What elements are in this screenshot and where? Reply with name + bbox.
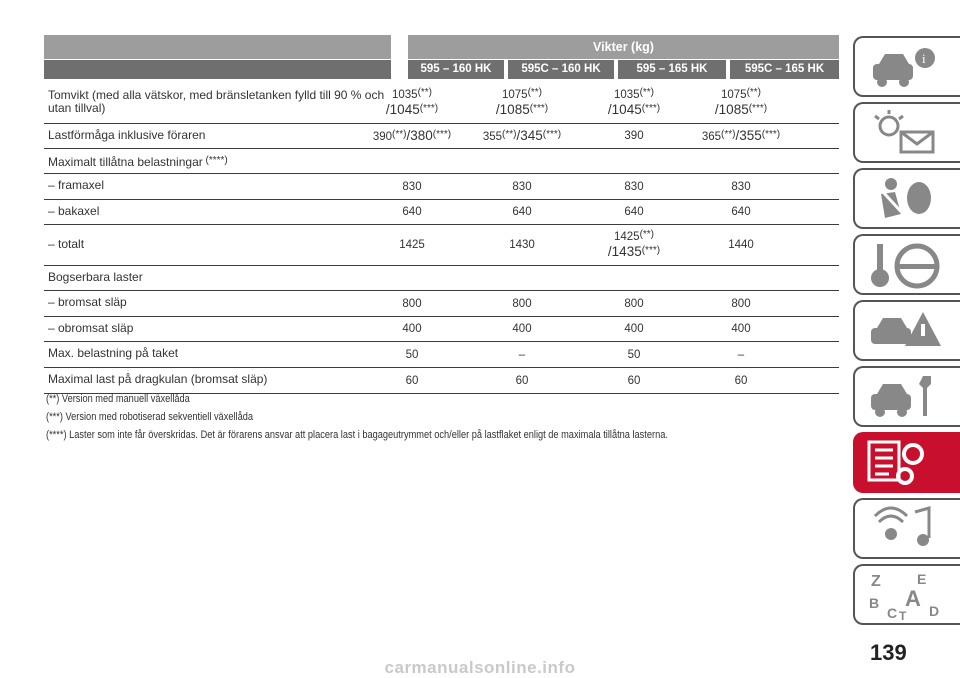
table-cell xyxy=(356,86,468,118)
table-cell xyxy=(578,86,690,118)
footnote-marker: (***) xyxy=(761,129,781,140)
cell-value: 640 xyxy=(624,206,644,218)
table-cell xyxy=(685,348,797,362)
row-label xyxy=(48,271,388,284)
cell-value: – xyxy=(737,348,745,361)
table-row xyxy=(44,266,839,291)
table-cell xyxy=(356,128,468,144)
row-label-text: – bakaxel xyxy=(48,203,100,218)
row-label xyxy=(48,373,388,386)
row-label-text: – obromsat släp xyxy=(48,320,134,335)
table-cell xyxy=(466,86,578,118)
table-cell xyxy=(685,128,797,144)
weights-table xyxy=(44,83,839,394)
svg-text:Z: Z xyxy=(871,573,881,590)
row-label xyxy=(48,154,388,169)
row-label xyxy=(48,205,388,218)
row-label-text: – totalt xyxy=(48,236,85,251)
table-cell xyxy=(466,297,578,311)
cell-value: 800 xyxy=(731,297,751,310)
cell-value: /380 xyxy=(406,128,433,143)
table-cell xyxy=(578,322,690,336)
table-row xyxy=(44,174,839,200)
row-label-text: Bogserbara laster xyxy=(48,269,143,284)
weights-header: Vikter (kg) xyxy=(408,35,839,59)
svg-text:T: T xyxy=(899,609,907,622)
table-cell xyxy=(466,128,578,144)
cell-value: 60 xyxy=(734,374,748,387)
cell-value: /1045 xyxy=(607,102,642,117)
svg-text:i: i xyxy=(922,51,926,66)
row-label xyxy=(48,322,388,335)
table-cell xyxy=(685,297,797,311)
cell-value: /1045 xyxy=(385,102,420,117)
cell-value: 800 xyxy=(512,297,532,310)
footnote-marker: (***) xyxy=(419,103,439,114)
table-cell xyxy=(685,238,797,252)
table-cell xyxy=(356,322,468,336)
cell-value: 800 xyxy=(624,297,644,310)
cell-value: /1085 xyxy=(495,102,530,117)
row-label xyxy=(48,296,388,309)
footnote-marker: (***) xyxy=(641,245,661,256)
chapter-tab[interactable] xyxy=(853,366,960,427)
cell-value: 1075 xyxy=(501,89,528,101)
table-cell xyxy=(466,205,578,219)
cell-value: 830 xyxy=(512,180,532,193)
table-cell xyxy=(356,180,468,194)
table-cell xyxy=(685,86,797,118)
table-cell xyxy=(685,322,797,336)
cell-value: 60 xyxy=(405,374,419,387)
table-cell xyxy=(356,348,468,362)
cell-value: /1435 xyxy=(607,244,642,259)
column-header: 595C – 160 HK xyxy=(508,60,614,79)
footnote-marker: (***) xyxy=(641,103,661,114)
table-row xyxy=(44,83,839,124)
table-cell xyxy=(578,297,690,311)
footnote-marker: (**) xyxy=(417,87,433,98)
cell-value: 640 xyxy=(731,206,751,218)
svg-text:B: B xyxy=(869,595,880,611)
cell-value: – xyxy=(518,348,526,361)
cell-value: 640 xyxy=(402,206,422,218)
footnote-marker: (**) xyxy=(392,129,407,140)
table-row xyxy=(44,200,839,225)
table-cell xyxy=(578,374,690,388)
column-header: 595 – 160 HK xyxy=(408,60,504,79)
table-cell xyxy=(578,348,690,362)
svg-text:C: C xyxy=(887,605,898,621)
table-cell xyxy=(685,374,797,388)
table-cell xyxy=(466,348,578,362)
header-spacer xyxy=(44,60,391,79)
row-label-text: – bromsat släp xyxy=(48,295,127,309)
table-cell xyxy=(466,180,578,194)
cell-value: 365 xyxy=(701,131,722,143)
table-cell xyxy=(578,180,690,194)
cell-value: /1085 xyxy=(714,102,749,117)
cell-value: 390 xyxy=(372,131,393,143)
column-header: 595 – 165 HK xyxy=(618,60,726,79)
table-cell xyxy=(578,205,690,219)
watermark: carmanualsonline.info xyxy=(384,658,576,677)
table-row xyxy=(44,124,839,149)
cell-value: 1035 xyxy=(391,89,418,101)
table-cell xyxy=(685,205,797,219)
cell-value: /345 xyxy=(516,128,543,143)
chapter-tab[interactable] xyxy=(853,36,960,97)
footnote: (****) Laster som inte får överskridas. Det är förarens ansvar att placera last i bagageutrymmet och/eller på lastflaket enligt de maximala tillåtna lasterna. xyxy=(46,429,668,441)
footnote-marker: (****) xyxy=(202,154,228,166)
svg-text:D: D xyxy=(929,603,940,619)
row-label-text: – framaxel xyxy=(48,178,105,192)
footnote: (**) Version med manuell växellåda xyxy=(46,393,190,405)
chapter-tab[interactable] xyxy=(853,564,960,625)
footnote: (***) Version med robotiserad sekventiell växellåda xyxy=(46,411,253,423)
footnote-marker: (**) xyxy=(639,229,655,240)
table-row xyxy=(44,291,839,317)
cell-value: 50 xyxy=(405,348,419,361)
cell-value: 1440 xyxy=(728,239,754,251)
table-cell xyxy=(356,297,468,311)
footnotes xyxy=(46,390,826,444)
chapter-tab[interactable] xyxy=(853,432,960,493)
cell-value: 1425 xyxy=(613,231,640,243)
cell-value: 1425 xyxy=(399,239,425,251)
cell-value: 830 xyxy=(402,180,422,193)
footnote-marker: (***) xyxy=(529,103,549,114)
cell-value: 50 xyxy=(627,348,641,361)
footnote-marker: (**) xyxy=(502,129,517,140)
cell-value: 800 xyxy=(402,297,422,310)
footnote-marker: (**) xyxy=(639,87,655,98)
cell-value: 390 xyxy=(624,130,644,142)
cell-value: 60 xyxy=(515,374,529,387)
table-column-headers xyxy=(44,60,839,79)
cell-value: 1075 xyxy=(720,89,747,101)
row-label xyxy=(48,347,388,360)
row-label xyxy=(48,129,388,142)
row-label-text: Maximal last på dragkulan (bromsat släp) xyxy=(48,372,268,386)
row-label-text: Maximalt tillåtna belastningar xyxy=(48,154,203,169)
footnote-marker: (***) xyxy=(432,129,452,140)
chapter-tab[interactable] xyxy=(853,498,960,559)
table-cell xyxy=(578,129,690,143)
cell-value: 1430 xyxy=(509,239,535,251)
table-cell xyxy=(466,374,578,388)
row-label-text: Max. belastning på taket xyxy=(48,346,179,360)
cell-value: 355 xyxy=(482,131,503,143)
row-label-text: Lastförmåga inklusive föraren xyxy=(48,127,206,142)
row-label xyxy=(48,89,388,115)
page-number: 139 xyxy=(870,640,907,665)
table-row xyxy=(44,225,839,266)
cell-value: 400 xyxy=(624,323,644,335)
table-row xyxy=(44,342,839,368)
table-cell xyxy=(578,228,690,260)
table-cell xyxy=(356,238,468,252)
svg-text:A: A xyxy=(905,586,921,611)
row-label-text: Tomvikt (med alla vätskor, med bränsletanken fylld till 90 % och utan tillval) xyxy=(48,88,385,115)
table-group-header xyxy=(44,35,839,59)
row-label xyxy=(48,238,388,251)
cell-value: 60 xyxy=(627,374,641,387)
row-label xyxy=(48,179,388,192)
svg-text:E: E xyxy=(917,571,927,587)
chapter-tab[interactable] xyxy=(853,300,960,361)
header-spacer xyxy=(44,35,391,59)
footnote-marker: (***) xyxy=(542,129,562,140)
footnote-marker: (**) xyxy=(527,87,543,98)
cell-value: 1035 xyxy=(613,89,640,101)
table-cell xyxy=(356,205,468,219)
chapter-tab[interactable] xyxy=(853,102,960,163)
chapter-tab[interactable] xyxy=(853,234,960,295)
cell-value: 830 xyxy=(624,180,644,193)
table-row xyxy=(44,317,839,342)
cell-value: 400 xyxy=(512,323,532,335)
footnote-marker: (**) xyxy=(746,87,762,98)
chapter-tab[interactable] xyxy=(853,168,960,229)
table-cell xyxy=(356,374,468,388)
table-cell xyxy=(685,180,797,194)
footnote-marker: (**) xyxy=(721,129,736,140)
cell-value: 400 xyxy=(402,323,422,335)
table-cell xyxy=(466,322,578,336)
cell-value: 830 xyxy=(731,180,751,193)
column-header: 595C – 165 HK xyxy=(730,60,839,79)
footnote-marker: (***) xyxy=(748,103,768,114)
table-cell xyxy=(466,238,578,252)
table-row xyxy=(44,149,839,174)
cell-value: /355 xyxy=(735,128,762,143)
cell-value: 400 xyxy=(731,323,751,335)
cell-value: 640 xyxy=(512,206,532,218)
